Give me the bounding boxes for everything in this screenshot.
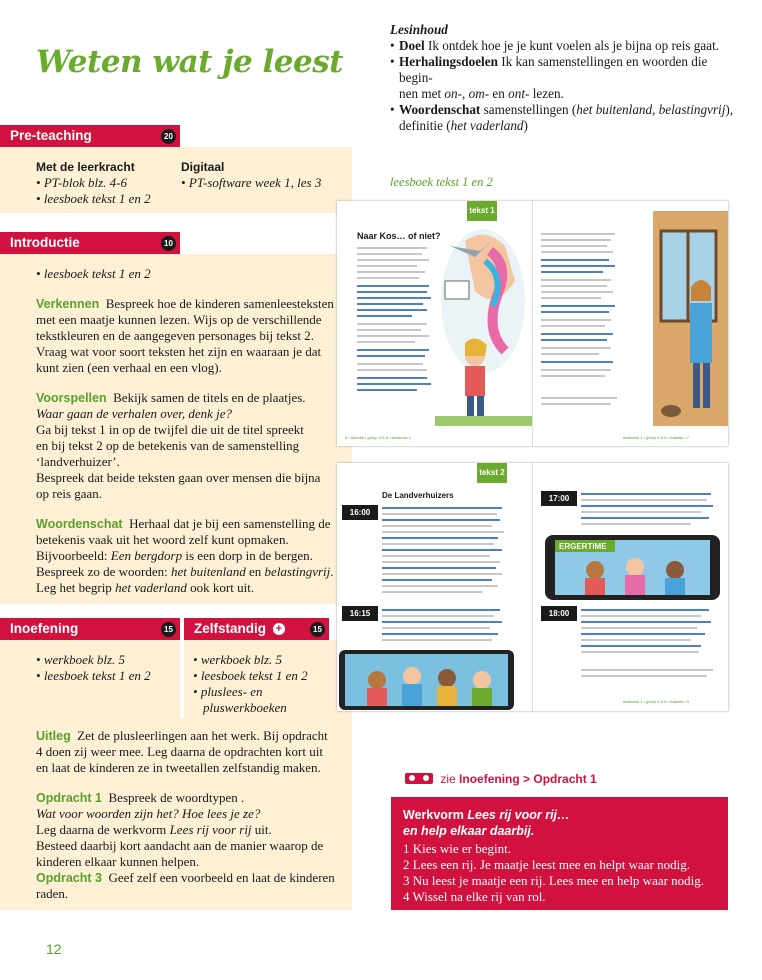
woordenschat-line-4b: het buitenland	[171, 564, 246, 579]
spread1-tag: tekst 1	[467, 201, 497, 221]
zie-prefix: zie	[440, 772, 456, 786]
inoefening-minutes-badge: 15	[161, 622, 176, 637]
voorspellen-question: Waar gaan de verhalen over, denk je?	[36, 406, 233, 421]
opdracht1-line-3c: uit.	[251, 822, 272, 837]
woordenschat-line-3c: is een dorp in de bergen.	[182, 548, 313, 563]
woordenschat-line-4d: belastingvrij	[264, 564, 331, 579]
doel-item	[390, 38, 740, 54]
voorspellen-line-4: op reis gaan.	[36, 486, 103, 501]
time-label-1800: 18:00	[541, 606, 577, 621]
verkennen-label: Verkennen	[36, 297, 100, 311]
pre-col2-head: Digitaal	[181, 160, 225, 174]
spread1-right-page	[533, 201, 728, 446]
book-spread-1	[337, 201, 728, 446]
wood-text2: ),	[725, 102, 734, 117]
zelfstandig-item: • leesboek tekst 1 en 2	[193, 668, 308, 683]
inoefening-item-1: leesboek tekst 1 en 2	[43, 668, 151, 683]
herh-text2b: lezen.	[529, 86, 564, 101]
zelfstandig-label: Zelfstandig	[194, 621, 267, 636]
herh-text1: Ik kan samenstellingen en woorden die begin-	[399, 54, 708, 85]
woordenschat-para	[36, 516, 352, 596]
opdracht1-line-5: kinderen elkaar kunnen helpen.	[36, 854, 200, 869]
werkvorm-step: 4 Wissel na elke rij van rol.	[403, 889, 546, 904]
uitleg-label: Uitleg	[36, 729, 71, 743]
spread2-left-page	[337, 463, 532, 711]
group-icon	[405, 773, 433, 784]
herh-label: Herhalingsdoelen	[399, 54, 498, 69]
werkvorm-step: 1 Kies wie er begint.	[403, 841, 511, 856]
werkvorm-heading	[403, 807, 716, 839]
practice-content	[36, 728, 352, 902]
werkvorm-step: 3 Nu leest je maatje een rij. Lees mee en help waar nodig.	[403, 873, 705, 888]
wood-it2: het vaderland	[450, 118, 524, 133]
woordenschat-label: Woordenschat	[36, 517, 123, 531]
illustration-girl-dreaming	[435, 221, 532, 426]
pre-minutes-badge: 20	[161, 129, 176, 144]
pre-teaching-bar	[0, 125, 180, 147]
inoefening-item: • werkboek blz. 5	[36, 652, 126, 667]
herh-on: on-	[444, 86, 463, 101]
illustration-phone-video	[545, 535, 720, 600]
verkennen-line-4: kunt zien (een verhaal en een vlog).	[36, 360, 222, 375]
page-title: Weten wat je leest	[36, 44, 343, 80]
illustration-tablet-kids	[337, 648, 532, 711]
time-label-1600: 16:00	[342, 505, 378, 520]
screen-title: ERGERTIME	[559, 542, 607, 551]
pre-col1-item-1: leesboek tekst 1 en 2	[43, 191, 151, 206]
uitleg-line-2: en laat de kinderen ze in tweetallen zelfstandig maken.	[36, 760, 321, 775]
pre-col2-item: • PT-software week 1, les 3	[181, 175, 322, 190]
woordenschat-line-5a: Leg het begrip	[36, 580, 116, 595]
voorspellen-line-3: Bespreek dat beide teksten gaan over mensen die bijna	[36, 470, 321, 485]
opdracht1-label: Opdracht 1	[36, 791, 102, 805]
pre-col2-item-0: PT-software week 1, les 3	[188, 175, 322, 190]
herh-sep1: ,	[462, 86, 469, 101]
book-spread-2	[337, 463, 728, 711]
herh-om: om-	[468, 86, 490, 101]
pre-col1-item: • leesboek tekst 1 en 2	[36, 191, 151, 206]
intro-bullet-text: leesboek tekst 1 en 2	[43, 266, 151, 281]
zelfstandig-item: • werkboek blz. 5	[193, 652, 283, 667]
zelfstandig-item-0: werkboek blz. 5	[200, 652, 283, 667]
spread-caption: leesboek tekst 1 en 2	[390, 175, 493, 189]
intro-bullet: • leesboek tekst 1 en 2	[36, 266, 151, 281]
herh-text2a: nen met	[399, 86, 445, 101]
page-number: 12	[46, 941, 62, 957]
doel-label: Doel	[399, 38, 425, 53]
verkennen-line-1: met een maatje kunnen lezen. Wijs op de verschillende	[36, 312, 322, 327]
pre-col1-head: Met de leerkracht	[36, 160, 135, 174]
spread2-heading: De Landverhuizers	[382, 491, 454, 500]
column-divider	[180, 640, 184, 718]
inoefening-bar	[0, 618, 180, 640]
wood-label: Woordenschat	[399, 102, 481, 117]
introductie-bar	[0, 232, 180, 254]
voorspellen-line-0: Ga bij tekst 1 in op de twijfel die uit de titel spreekt	[36, 422, 304, 437]
woordenschat-line-4c: en	[245, 564, 265, 579]
zie-reference	[405, 772, 597, 786]
verkennen-para	[36, 296, 352, 376]
illustration-woman-window	[653, 211, 728, 426]
pre-col1-item-0: PT-blok blz. 4-6	[43, 175, 127, 190]
werkvorm-head-1b: Lees rij voor rij…	[467, 808, 570, 822]
woordenschat-line-4a: Bespreek zo de woorden:	[36, 564, 172, 579]
zelfstandig-item-2: pluslees- en	[200, 684, 263, 699]
opdracht1-question: Wat voor woorden zijn het? Hoe lees je ze?	[36, 806, 261, 821]
introductie-label: Introductie	[10, 235, 80, 250]
verkennen-line-0: Bespreek hoe de kinderen samenleesteksten	[105, 296, 334, 311]
werkvorm-step: 2 Lees een rij. Je maatje leest mee en helpt waar nodig.	[403, 857, 690, 872]
doel-text: Ik ontdek hoe je je kunt voelen als je bijna op reis gaat.	[427, 38, 720, 53]
lesinhoud-heading: Lesinhoud	[390, 22, 448, 37]
time-label-1615: 16:15	[342, 606, 378, 621]
voorspellen-line-1: en bij tekst 2 op de betekenis van de samenstelling	[36, 438, 300, 453]
zelfstandig-list	[193, 652, 343, 716]
woordenschat-line-3b: Een bergdorp	[110, 548, 183, 563]
opdracht1-line-4: Besteed daarbij kort aandacht aan de manier waarop de	[36, 838, 324, 853]
woordenschat-line-4e: .	[330, 564, 334, 579]
voorspellen-label: Voorspellen	[36, 391, 107, 405]
woordenschat-line-5b: het vaderland	[115, 580, 187, 595]
pre-col1	[36, 159, 186, 207]
opdracht1-line-3b: Lees rij voor rij	[169, 822, 252, 837]
werkvorm-head-2: en help elkaar daarbij.	[403, 824, 535, 838]
uitleg-para	[36, 728, 352, 776]
wood-text1: samenstellingen (	[483, 102, 577, 117]
wood-text4: )	[523, 118, 528, 133]
uitleg-line-0: Zet de plusleerlingen aan het werk. Bij opdracht	[77, 728, 328, 743]
voorspellen-text: Bekijk samen de titels en de plaatjes.	[113, 390, 306, 405]
voorspellen-para	[36, 390, 352, 502]
opdracht3-text: Geef zelf een voorbeeld en laat de kinderen	[108, 870, 335, 885]
spread2-footer-right: leesboek 1 • groep 4-5-6 • Atlantis • 9	[623, 699, 690, 704]
werkvorm-head-1a: Werkvorm	[403, 808, 468, 822]
time-label-1700: 17:00	[541, 491, 577, 506]
opdracht3-para	[36, 870, 352, 902]
verkennen-line-2: tekstkleuren en de aangegeven personages bij tekst 2.	[36, 328, 314, 343]
zelfstandig-item-3: pluswerkboeken	[203, 700, 287, 715]
zelfstandig-bar	[184, 618, 329, 640]
zie-link[interactable]: Inoefening > Opdracht 1	[459, 772, 597, 786]
wood-it1: het buitenland, belastingvrij	[576, 102, 726, 117]
zelfstandig-item	[193, 700, 343, 716]
wood-text3: definitie (	[399, 118, 451, 133]
herh-ont: ont-	[508, 86, 530, 101]
opdracht3-line-2: raden.	[36, 886, 69, 901]
pre-col1-item: • PT-blok blz. 4-6	[36, 175, 127, 190]
intro-minutes-badge: 10	[161, 236, 176, 251]
spread2-tag: tekst 2	[477, 463, 507, 483]
opdracht1-line-3a: Leg daarna de werkvorm	[36, 822, 170, 837]
pre-teaching-label: Pre-teaching	[10, 128, 92, 143]
herh-sep2: en	[489, 86, 509, 101]
spread1-footer-left: 6 • Atlantis • groep 4-5-6 • leesboek 1	[345, 435, 412, 440]
zelfstandig-item: • pluslees- en	[193, 684, 263, 699]
voorspellen-line-2: ‘landverhuizer’.	[36, 454, 120, 469]
woordenschat-text: Herhaal dat je bij een samenstelling de	[129, 516, 331, 531]
spread1-footer-right: leesboek 1 • groep 4-5-6 • Atlantis • 7	[623, 435, 690, 440]
woordenschat-item	[390, 102, 740, 134]
woordenschat-line-3a: Bijvoorbeeld:	[36, 548, 111, 563]
inoefening-label: Inoefening	[10, 621, 79, 636]
pre-col2	[181, 159, 351, 191]
herhalingsdoelen-item	[390, 54, 740, 102]
inoefening-list	[36, 652, 176, 684]
uitleg-line-1: 4 doen zij weer mee. Leg daarna de opdrachten kort uit	[36, 744, 323, 759]
plus-icon: +	[273, 623, 285, 635]
opdracht3-label: Opdracht 3	[36, 871, 102, 885]
inoefening-item-0: werkboek blz. 5	[43, 652, 126, 667]
werkvorm-box	[391, 797, 728, 910]
spread1-left-page	[337, 201, 532, 446]
opdracht1-text: Bespreek de woordtypen .	[108, 790, 245, 805]
spread2-right-page	[533, 463, 728, 711]
zelfstandig-item-1: leesboek tekst 1 en 2	[200, 668, 308, 683]
woordenschat-line-5c: ook kort uit.	[186, 580, 255, 595]
verkennen-line-3: Vraag wat voor soort teksten het zijn en waaraan je dat	[36, 344, 322, 359]
woordenschat-line-2: betekenis vaak uit het woord zelf kunt opmaken.	[36, 532, 289, 547]
lesinhoud-box	[390, 22, 740, 134]
inoefening-item: • leesboek tekst 1 en 2	[36, 668, 151, 683]
opdracht1-para	[36, 790, 352, 870]
introductie-content	[36, 266, 352, 596]
spread1-heading: Naar Kos… of niet?	[357, 231, 441, 241]
zelfstandig-minutes-badge: 15	[310, 622, 325, 637]
